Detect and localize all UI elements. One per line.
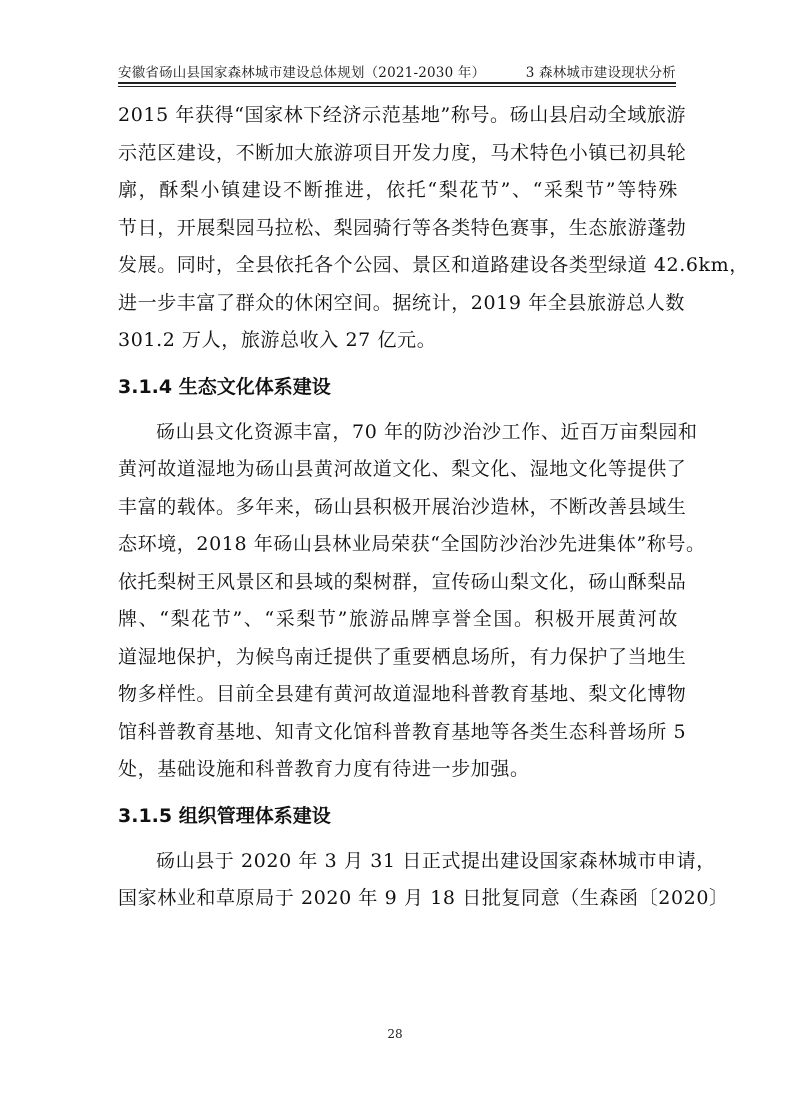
paragraph-eco-culture [118, 414, 706, 789]
text-line: 道湿地保护，为候鸟南迁提供了重要栖息场所，有力保护了当地生 [118, 645, 687, 668]
body-content [118, 97, 749, 918]
text-line: 砀山县文化资源丰富，70 年的防沙治沙工作、近百万亩梨园和 [156, 420, 698, 443]
text-line: 示范区建设，不断加大旅游项目开发力度，马术特色小镇已初具轮 [118, 141, 687, 164]
text-line: 黄河故道湿地为砀山县黄河故道文化、梨文化、湿地文化等提供了 [118, 458, 687, 480]
text-line: 馆科普教育基地、知青文化馆科普教育基地等各类生态科普场所 5 [118, 720, 687, 743]
text-line: 处，基础设施和科普教育力度有待进一步加强。 [118, 758, 530, 780]
text-line: 发展。同时，全县依托各个公园、景区和道路建设各类型绿道 42.6km， [118, 254, 749, 276]
text-line: 丰富的载体。多年来，砀山县积极开展治沙造林，不断改善县域生 [118, 495, 687, 518]
text-line: 依托梨树王风景区和县域的梨树群，宣传砀山梨文化，砀山酥梨品 [118, 570, 687, 593]
text-line: 态环境，2018 年砀山县林业局荣获“全国防沙治沙先进集体”称号。 [118, 533, 706, 555]
text-line: 物多样性。目前全县建有黄河故道湿地科普教育基地、梨文化博物 [118, 683, 687, 705]
text-line: 廓，酥梨小镇建设不断推进，依托“梨花节”、“采梨节”等特殊 [118, 179, 678, 201]
section-heading-3-1-5: 3.1.5 组织管理体系建设 [118, 804, 331, 827]
text-line: 砀山县于 2020 年 3 月 31 日正式提出建设国家森林城市申请， [156, 849, 716, 872]
text-line: 节日，开展梨园马拉松、梨园骑行等各类特色赛事，生态旅游蓬勃 [118, 216, 687, 239]
text-line: 301.2 万人，旅游总收入 27 亿元。 [118, 329, 437, 351]
text-line: 牌、“梨花节”、“采梨节”旅游品牌享誉全国。积极开展黄河故 [118, 608, 678, 630]
text-line: 国家林业和草原局于 2020 年 9 月 18 日批复同意（生森函〔2020〕 [118, 887, 729, 909]
header-rule-thick [118, 82, 676, 84]
section-heading-3-1-4: 3.1.4 生态文化体系建设 [118, 375, 331, 398]
text-line: 进一步丰富了群众的休闲空间。据统计，2019 年全县旅游总人数 [118, 291, 685, 314]
header-rule-thin [118, 86, 676, 87]
paragraph-organization [118, 843, 729, 918]
header-chapter-title: 3 森林城市建设现状分析 [525, 65, 676, 81]
running-header [118, 55, 676, 81]
header-document-title: 安徽省砀山县国家森林城市建设总体规划（2021-2030 年） [118, 65, 486, 81]
text-line: 2015 年获得“国家林下经济示范基地”称号。砀山县启动全域旅游 [118, 104, 687, 126]
page-number: 28 [387, 1027, 403, 1041]
paragraph-tourism [118, 97, 749, 360]
